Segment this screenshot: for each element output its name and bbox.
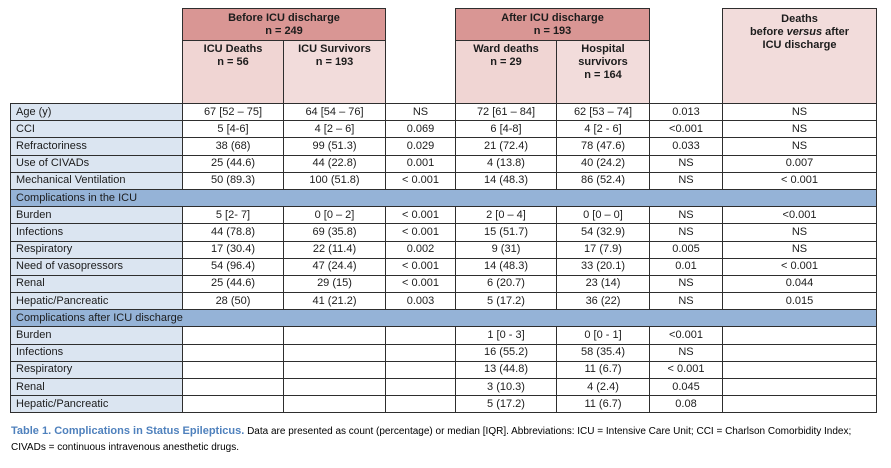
subcol-title: ICU Deaths xyxy=(203,43,263,55)
caption-title: Table 1. Complications in Status Epilepticus. xyxy=(11,425,245,437)
row-label: Burden xyxy=(11,327,183,344)
subcol-title: ICU Survivors xyxy=(298,43,371,55)
table-cell: 0.001 xyxy=(386,155,456,172)
table-cell: 36 (22) xyxy=(557,293,650,310)
table-cell: 0 [0 – 0] xyxy=(557,207,650,224)
table-cell: 3 (10.3) xyxy=(456,379,557,396)
table-cell: 1 [0 - 3] xyxy=(456,327,557,344)
group-n: n = 249 xyxy=(265,24,303,37)
table-cell: 62 [53 – 74] xyxy=(557,104,650,121)
table-cell: 0 [0 – 2] xyxy=(284,207,386,224)
table-row-hepatic-post xyxy=(11,396,877,413)
group-n: n = 193 xyxy=(533,24,572,37)
table-cell: 4 (13.8) xyxy=(456,155,557,172)
table-cell: 22 (11.4) xyxy=(284,241,386,258)
p-column-spacer xyxy=(386,9,456,41)
p-column-spacer xyxy=(386,41,456,104)
cmp-line2 xyxy=(723,26,876,39)
row-label: Need of vasopressors xyxy=(11,258,183,275)
table-cell: 64 [54 – 76] xyxy=(284,104,386,121)
table-cell: NS xyxy=(650,275,723,292)
cmp-line3: ICU discharge xyxy=(762,39,837,51)
table-cell xyxy=(183,361,284,378)
table-row-respiratory-post xyxy=(11,361,877,378)
table-cell xyxy=(723,344,877,361)
table-cell xyxy=(386,379,456,396)
table-row-burden-post xyxy=(11,327,877,344)
table-cell: 4 [2 – 6] xyxy=(284,121,386,138)
table-row-hepatic-icu xyxy=(11,293,877,310)
table-cell: 25 (44.6) xyxy=(183,275,284,292)
table-cell: < 0.001 xyxy=(723,172,877,189)
table-cell: 33 (20.1) xyxy=(557,258,650,275)
table-cell xyxy=(386,396,456,413)
section-header: Complications in the ICU xyxy=(11,189,877,206)
cmp-line2-versus: versus xyxy=(786,26,823,38)
subcol-title: Ward deaths xyxy=(473,43,539,55)
table-cell: 21 (72.4) xyxy=(456,138,557,155)
table-cell: < 0.001 xyxy=(723,258,877,275)
table-cell: 4 [2 - 6] xyxy=(557,121,650,138)
table-cell: NS xyxy=(650,207,723,224)
table-cell: 15 (51.7) xyxy=(456,224,557,241)
table-row-respiratory-icu xyxy=(11,241,877,258)
table-cell: 0.08 xyxy=(650,396,723,413)
subcol-title: Hospital survivors xyxy=(578,43,628,68)
table-cell: NS xyxy=(650,344,723,361)
table-cell xyxy=(386,327,456,344)
table-cell: NS xyxy=(650,293,723,310)
table-cell xyxy=(183,327,284,344)
table-cell: < 0.001 xyxy=(386,275,456,292)
row-label: Respiratory xyxy=(11,361,183,378)
group-header-row xyxy=(11,9,877,41)
table-cell: 72 [61 – 84] xyxy=(456,104,557,121)
table-row-renal-icu xyxy=(11,275,877,292)
table-cell: 23 (14) xyxy=(557,275,650,292)
table-cell: NS xyxy=(386,104,456,121)
table-cell: 13 (44.8) xyxy=(456,361,557,378)
before-icu-group-header xyxy=(183,9,386,41)
table-row-age xyxy=(11,104,877,121)
row-label: Respiratory xyxy=(11,241,183,258)
table-cell xyxy=(284,327,386,344)
table-cell: 0.002 xyxy=(386,241,456,258)
table-cell: 25 (44.6) xyxy=(183,155,284,172)
table-cell: 78 (47.6) xyxy=(557,138,650,155)
table-cell: 0.005 xyxy=(650,241,723,258)
corner-spacer xyxy=(11,9,183,41)
table-row-infections-post xyxy=(11,344,877,361)
table-cell: < 0.001 xyxy=(650,361,723,378)
icu-survivors-header xyxy=(284,41,386,104)
table-cell: 2 [0 – 4] xyxy=(456,207,557,224)
table-cell: 5 [4-6] xyxy=(183,121,284,138)
row-label: Use of CIVADs xyxy=(11,155,183,172)
table-cell: 16 (55.2) xyxy=(456,344,557,361)
table-cell: < 0.001 xyxy=(386,258,456,275)
table-row-renal-post xyxy=(11,379,877,396)
table-cell: 0.003 xyxy=(386,293,456,310)
table-cell: 14 (48.3) xyxy=(456,172,557,189)
cmp-line2-pre: before xyxy=(749,26,787,38)
row-label: Renal xyxy=(11,275,183,292)
table-cell: NS xyxy=(723,224,877,241)
subcol-n: n = 164 xyxy=(584,69,622,81)
subcol-n: n = 193 xyxy=(315,56,354,68)
table-cell: < 0.001 xyxy=(386,207,456,224)
row-label: CCI xyxy=(11,121,183,138)
table-cell xyxy=(723,379,877,396)
table-cell: 38 (68) xyxy=(183,138,284,155)
row-label: Infections xyxy=(11,344,183,361)
corner-spacer xyxy=(11,41,183,104)
table-cell: 0 [0 - 1] xyxy=(557,327,650,344)
table-cell: 0.044 xyxy=(723,275,877,292)
cmp-line1: Deaths xyxy=(781,13,818,25)
table-cell: 0.033 xyxy=(650,138,723,155)
icu-deaths-header xyxy=(183,41,284,104)
group-title: After ICU discharge xyxy=(501,11,604,24)
table-cell: 0.045 xyxy=(650,379,723,396)
table-cell: NS xyxy=(723,138,877,155)
hospital-survivors-header xyxy=(557,41,650,104)
table-cell: 4 (2.4) xyxy=(557,379,650,396)
section-header: Complications after ICU discharge xyxy=(11,310,877,327)
table-cell: 86 (52.4) xyxy=(557,172,650,189)
table-cell xyxy=(183,379,284,396)
table-cell: 58 (35.4) xyxy=(557,344,650,361)
section-row-post-discharge-complications xyxy=(11,310,877,327)
table-cell xyxy=(723,396,877,413)
table-cell: <0.001 xyxy=(723,207,877,224)
table-cell: 54 (96.4) xyxy=(183,258,284,275)
table-cell: 54 (32.9) xyxy=(557,224,650,241)
table-cell: 11 (6.7) xyxy=(557,396,650,413)
complications-table xyxy=(10,8,877,413)
table-cell: 69 (35.8) xyxy=(284,224,386,241)
table-cell: 99 (51.3) xyxy=(284,138,386,155)
subcol-n: n = 56 xyxy=(217,56,249,68)
table-cell xyxy=(723,327,877,344)
table-cell: 47 (24.4) xyxy=(284,258,386,275)
table-cell: 100 (51.8) xyxy=(284,172,386,189)
row-label: Refractoriness xyxy=(11,138,183,155)
p-column-spacer xyxy=(650,9,723,41)
table-cell: 41 (21.2) xyxy=(284,293,386,310)
table-cell xyxy=(284,361,386,378)
table-cell: <0.001 xyxy=(650,327,723,344)
row-label: Infections xyxy=(11,224,183,241)
table-cell: 5 (17.2) xyxy=(456,396,557,413)
table-cell: 6 [4-8] xyxy=(456,121,557,138)
table-cell: NS xyxy=(723,104,877,121)
table-row-infections-icu xyxy=(11,224,877,241)
row-label: Mechanical Ventilation xyxy=(11,172,183,189)
table-cell: 5 (17.2) xyxy=(456,293,557,310)
table-row-burden-icu xyxy=(11,207,877,224)
table-cell: 0.015 xyxy=(723,293,877,310)
table-cell: 29 (15) xyxy=(284,275,386,292)
table-cell: 6 (20.7) xyxy=(456,275,557,292)
row-label: Renal xyxy=(11,379,183,396)
table-cell xyxy=(183,344,284,361)
table-cell xyxy=(386,344,456,361)
table-cell xyxy=(723,361,877,378)
table-cell: 17 (30.4) xyxy=(183,241,284,258)
table-cell: 28 (50) xyxy=(183,293,284,310)
cmp-line2-post: after xyxy=(822,26,850,38)
table-cell: 0.029 xyxy=(386,138,456,155)
row-label: Burden xyxy=(11,207,183,224)
table-cell: 17 (7.9) xyxy=(557,241,650,258)
table-caption xyxy=(11,423,879,455)
table-row-civads xyxy=(11,155,877,172)
table-row-refractoriness xyxy=(11,138,877,155)
table-cell: 50 (89.3) xyxy=(183,172,284,189)
row-label: Hepatic/Pancreatic xyxy=(11,396,183,413)
table-cell xyxy=(386,361,456,378)
table-cell: 11 (6.7) xyxy=(557,361,650,378)
deaths-comparison-header xyxy=(723,9,877,104)
table-row-cci xyxy=(11,121,877,138)
table-cell: 44 (78.8) xyxy=(183,224,284,241)
table-row-vasopressors xyxy=(11,258,877,275)
section-row-icu-complications xyxy=(11,189,877,206)
table-cell: NS xyxy=(650,172,723,189)
caption-body: Data are presented as count (percentage) or median [IQR]. Abbreviations: ICU = Intensive Care Unit; CCI = Charlson Comorbidity Index; CIVADs = continuous intravenous anesthetic drugs. xyxy=(11,426,852,453)
table-cell: 0.013 xyxy=(650,104,723,121)
p-column-spacer xyxy=(650,41,723,104)
table-cell xyxy=(183,396,284,413)
table-cell: < 0.001 xyxy=(386,224,456,241)
row-label: Age (y) xyxy=(11,104,183,121)
table-cell: NS xyxy=(650,224,723,241)
table-cell: NS xyxy=(723,121,877,138)
row-label: Hepatic/Pancreatic xyxy=(11,293,183,310)
table-cell: 67 [52 – 75] xyxy=(183,104,284,121)
table-cell: < 0.001 xyxy=(386,172,456,189)
table-row-mechanical-ventilation xyxy=(11,172,877,189)
after-icu-group-header xyxy=(456,9,650,41)
table-cell: NS xyxy=(650,155,723,172)
ward-deaths-header xyxy=(456,41,557,104)
subcol-n: n = 29 xyxy=(490,56,522,68)
table-cell: 0.069 xyxy=(386,121,456,138)
table-cell: 40 (24.2) xyxy=(557,155,650,172)
table-cell: 14 (48.3) xyxy=(456,258,557,275)
table-cell: 5 [2- 7] xyxy=(183,207,284,224)
table-cell xyxy=(284,396,386,413)
table-cell: <0.001 xyxy=(650,121,723,138)
group-title: Before ICU discharge xyxy=(228,11,340,24)
table-cell: 0.007 xyxy=(723,155,877,172)
table-cell xyxy=(284,344,386,361)
table-cell xyxy=(284,379,386,396)
table-cell: 0.01 xyxy=(650,258,723,275)
table-cell: NS xyxy=(723,241,877,258)
table-cell: 9 (31) xyxy=(456,241,557,258)
table-cell: 44 (22.8) xyxy=(284,155,386,172)
